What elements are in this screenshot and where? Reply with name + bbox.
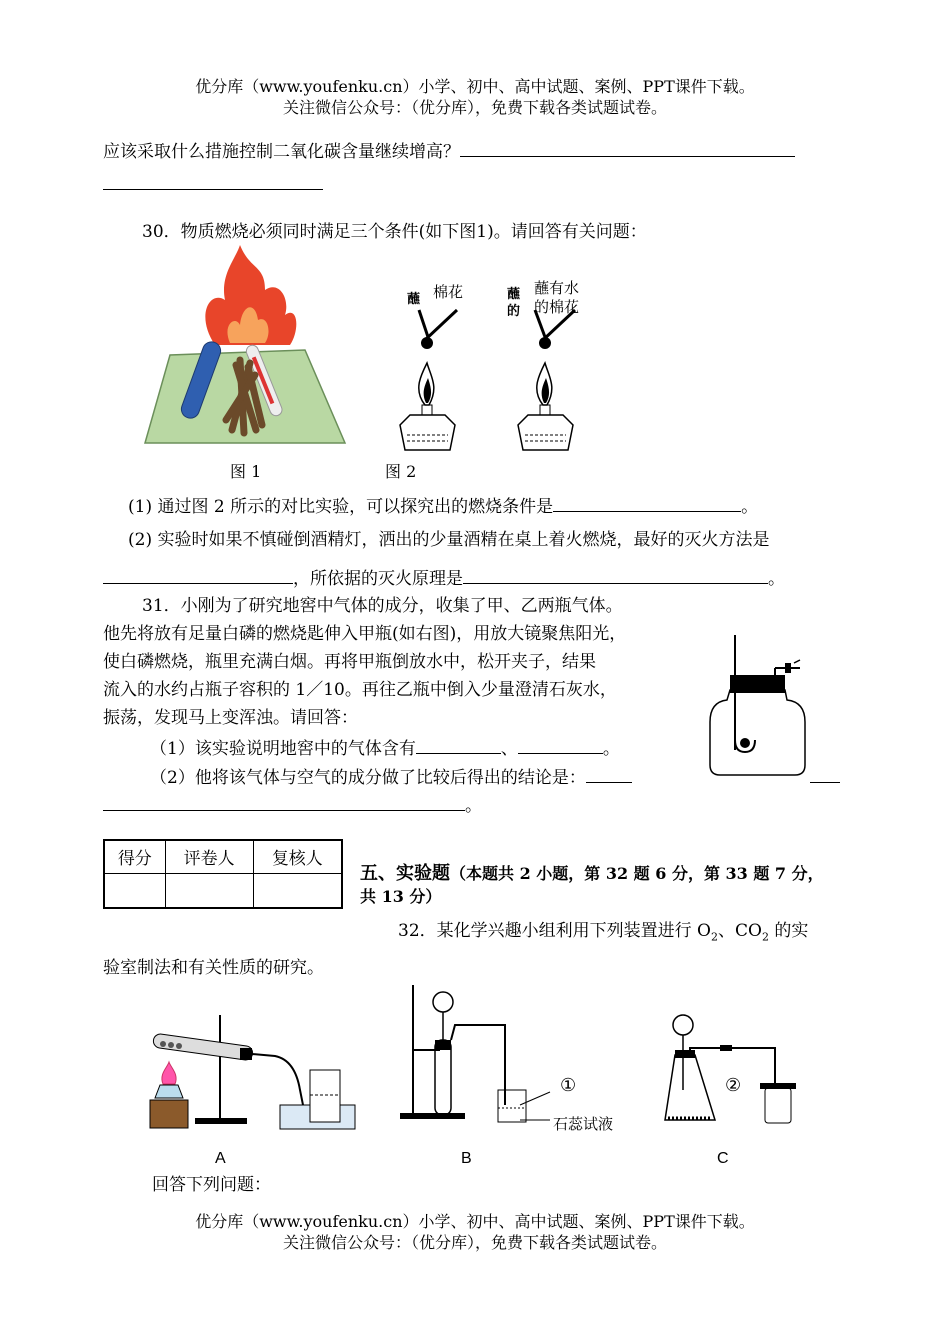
fig1-caption: 图 1 bbox=[230, 462, 262, 481]
q31-line1: 31．小刚为了研究地窖中气体的成分，收集了甲、乙两瓶气体。 bbox=[142, 596, 623, 616]
score-cell-grader[interactable] bbox=[165, 873, 253, 908]
section5-title: 五、实验题 bbox=[360, 863, 450, 884]
fig2-caption: 图 2 bbox=[385, 462, 417, 481]
fig2-label-cotton: 棉花 bbox=[433, 283, 464, 301]
fig2-side-mark-1b: 蘸 bbox=[507, 287, 521, 302]
q30-sub1-text: (1) 通过图 2 所示的对比实验，可以探究出的燃烧条件是 bbox=[128, 497, 554, 517]
q31-sub1-end: 。 bbox=[602, 739, 620, 759]
fig2-side-mark-1: 蘸 bbox=[407, 292, 421, 307]
q30-sub2-blank-1[interactable] bbox=[103, 565, 293, 584]
score-header-reviewer: 复核人 bbox=[253, 840, 342, 873]
fire-triangle-figure bbox=[140, 245, 350, 455]
q31-sub2-blank-1[interactable] bbox=[586, 764, 632, 783]
score-cell-reviewer[interactable] bbox=[253, 873, 342, 908]
fig2-label-wet-2: 的棉花 bbox=[534, 298, 580, 316]
q30-sub2-end: 。 bbox=[768, 569, 785, 589]
label-b: B bbox=[461, 1150, 472, 1167]
section5-heading bbox=[360, 862, 824, 886]
q29-text: 应该采取什么措施控制二氧化碳含量继续增高？ bbox=[103, 142, 460, 162]
score-header-grader: 评卷人 bbox=[165, 840, 253, 873]
q32-o2-sub: 2 bbox=[710, 930, 718, 944]
q32-line1-pre: 32．某化学兴趣小组利用下列装置进行 O bbox=[398, 921, 711, 941]
score-cell-score[interactable] bbox=[104, 873, 165, 908]
section5-note-1: （本题共 2 小题，第 32 题 6 分，第 33 题 7 分， bbox=[450, 864, 824, 883]
q30-stem: 30．物质燃烧必须同时满足三个条件(如下图1)。请回答有关问题： bbox=[142, 222, 647, 242]
fig2-side-mark-2: 的 bbox=[507, 304, 521, 319]
q32-answer-prompt: 回答下列问题： bbox=[152, 1175, 271, 1195]
q30-sub2-mid: ，所依据的灭火原理是 bbox=[293, 569, 463, 589]
apparatus-a-figure bbox=[145, 1010, 360, 1135]
q30-sub2-blank-2[interactable] bbox=[463, 565, 768, 584]
q31-line4: 流入的水约占瓶子容积的 1／10。再往乙瓶中倒入少量澄清石灰水， bbox=[103, 680, 617, 700]
fig2-label-wet-1: 蘸有水 bbox=[534, 279, 580, 297]
section5-note-2: 共 13 分） bbox=[360, 887, 442, 906]
q31-line5: 振荡，发现马上变浑浊。请回答： bbox=[103, 708, 358, 728]
q30-sub1-end: 。 bbox=[741, 497, 759, 517]
marker-2: ② bbox=[725, 1075, 742, 1096]
apparatus-c-figure bbox=[660, 1010, 810, 1130]
page-footer-line2: 关注微信公众号：（优分库），免费下载各类试题试卷。 bbox=[282, 1233, 667, 1252]
label-a: A bbox=[215, 1150, 226, 1167]
q31-sub2 bbox=[150, 764, 632, 790]
q31-line3: 使白磷燃烧，瓶里充满白烟。再将甲瓶倒放水中，松开夹子，结果 bbox=[103, 652, 596, 672]
cotton-burning-figure bbox=[395, 265, 620, 460]
q30-sub1-blank[interactable] bbox=[553, 493, 741, 512]
page-header-line2: 关注微信公众号：（优分库），免费下载各类试题试卷。 bbox=[282, 98, 667, 117]
q31-sub2-line2 bbox=[103, 792, 482, 818]
q31-line2: 他先将放有足量白磷的燃烧匙伸入甲瓶(如右图)，用放大镜聚焦阳光， bbox=[103, 624, 627, 644]
q30-sub2: (2) 实验时如果不慎碰倒酒精灯，洒出的少量酒精在桌上着火燃烧，最好的灭火方法是 bbox=[128, 530, 770, 550]
q32-line1 bbox=[398, 919, 808, 949]
page-footer-line1: 优分库（www.youfenku.cn）小学、初中、高中试题、案例、PPT课件下载。 bbox=[195, 1212, 755, 1231]
q31-sub1-sep: 、 bbox=[500, 739, 518, 759]
q31-sub1-text: （1）该实验说明地窖中的气体含有 bbox=[150, 739, 416, 759]
q32-co2-sub: 2 bbox=[761, 930, 769, 944]
apparatus-b-figure bbox=[395, 980, 555, 1130]
q31-sub1-blank-2[interactable] bbox=[518, 735, 603, 754]
litmus-label: 石蕊试液 bbox=[553, 1115, 614, 1133]
q29-question bbox=[103, 138, 795, 164]
score-table bbox=[103, 839, 343, 909]
page-header-line1: 优分库（www.youfenku.cn）小学、初中、高中试题、案例、PPT课件下载。 bbox=[195, 77, 755, 96]
label-c: C bbox=[717, 1150, 729, 1167]
q29-answer-blank-2[interactable] bbox=[103, 189, 323, 190]
q29-answer-blank-1[interactable] bbox=[460, 138, 795, 157]
q31-sub2-blank-3[interactable] bbox=[103, 792, 465, 811]
q31-sub2-end: 。 bbox=[465, 796, 482, 816]
score-header-score: 得分 bbox=[104, 840, 165, 873]
q30-sub1 bbox=[128, 493, 758, 519]
q31-sub1 bbox=[150, 735, 620, 761]
q31-sub2-text: （2）他将该气体与空气的成分做了比较后得出的结论是： bbox=[150, 768, 586, 788]
q32-line1-post: 的实 bbox=[768, 921, 809, 941]
marker-1: ① bbox=[560, 1075, 577, 1096]
q32-sep: 、CO bbox=[717, 921, 762, 941]
q32-line2: 验室制法和有关性质的研究。 bbox=[103, 958, 324, 978]
white-phosphorus-bottle-figure bbox=[705, 630, 810, 780]
q31-sub2-blank-2[interactable] bbox=[810, 782, 840, 783]
q30-sub2-line2 bbox=[103, 565, 785, 591]
q31-sub1-blank-1[interactable] bbox=[416, 735, 501, 754]
